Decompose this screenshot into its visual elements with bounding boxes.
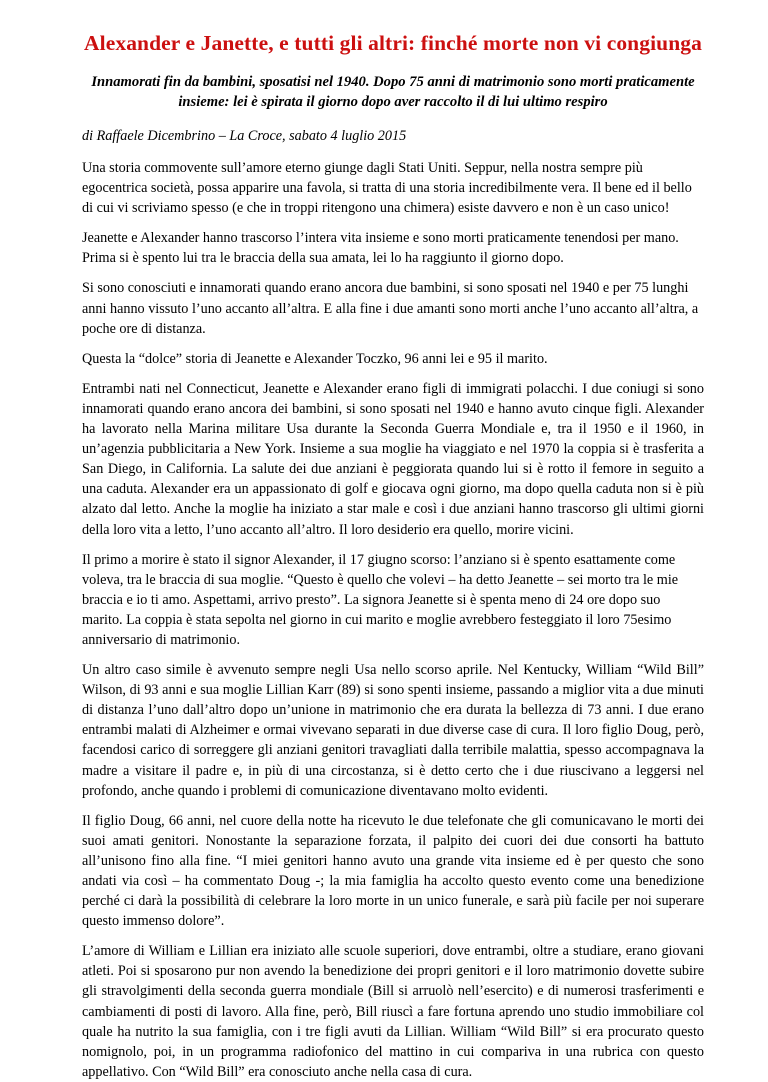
paragraph-1: Una storia commovente sull’amore eterno giunge dagli Stati Uniti. Seppur, nella nostra sempre più egocentrica società, possa apparire una favola, si tratta di una storia incredibilmente vera. Il bene ed il bello di cui vi scriviamo spesso (e che in troppi ritengono una chimera) esiste davvero e non è un caso unico! — [82, 160, 692, 217]
paragraph-8: Il figlio Doug, 66 anni, nel cuore della notte ha ricevuto le due telefonate che gli comunicavano le morti dei suoi amati genitori. Nonostante la separazione forzata, il palpito dei cuori dei due consorti ha battuto all’unisono fino alla fine. “I miei genitori hanno avuto una grande vita insieme ed è per questo che sono andati via così – ha commentato Doug -; la mia famiglia ha accolto questo evento come una benedizione perché ci darà la possibilità di celebrare la loro morte in un unico funerale, e sarà più facile per noi superare questo immenso dolore”. — [82, 812, 704, 930]
article-byline: di Raffaele Dicembrino – La Croce, sabato 4 luglio 2015 — [82, 128, 407, 144]
paragraph-4: Questa la “dolce” storia di Jeanette e Alexander Toczko, 96 anni lei e 95 il marito. — [82, 350, 548, 367]
paragraph-9: L’amore di William e Lillian era iniziato alle scuole superiori, dove entrambi, oltre a studiare, erano giovani atleti. Poi si sposarono pur non avendo la benedizione dei propri genitori e il loro matrimonio dovette subire gli stravolgimenti della seconda guerra mondiale (Bill si arruolò nell’esercito) e di numerosi trasferimenti e cambiamenti di posti di lavoro. Alla fine, però, Bill riuscì a fare fortuna aprendo uno studio immobiliare col quale ha nutrito la sua famiglia, con i tre figli avuti da Lillian. William “Wild Bill” si era procurato questo nomignolo, poi, in un programma radiofonico del mattino in cui compariva in una rubrica con questo appellativo. Con “Wild Bill” era conosciuto anche nella casa di cura. — [82, 943, 704, 1080]
article-subtitle: Innamorati fin da bambini, sposatisi nel 1940. Dopo 75 anni di matrimonio sono morti praticamente insieme: lei è spirata il giorno dopo aver raccolto il di lui ultimo respiro — [91, 74, 695, 110]
article-title: Alexander e Janette, e tutti gli altri: finché morte non vi congiunga — [84, 31, 702, 55]
paragraph-5: Entrambi nati nel Connecticut, Jeanette e Alexander erano figli di immigrati polacchi. I due coniugi si sono innamorati quando erano ancora dei bambini, si sono sposati nel 1940 e hanno avuto cinque figli. Alexander ha lavorato nella Marina militare Usa durante la Seconda Guerra Mondiale e, tra il 1950 e il 1960, in un’agenzia pubblicitaria a New York. Insieme a sua moglie ha viaggiato e nel 1970 la coppia si è trasferita a San Diego, in California. La salute dei due anziani è peggiorata quando lui si è rotto il femore in seguito a una caduta. Alexander era un appassionato di golf e giocava ogni giorno, ma dopo quella caduta non si è più alzato dal letto. Anche la moglie ha iniziato a star male e così i due anziani hanno trascorso gli ultimi giorni della loro vita a letto, l’uno accanto all’altro. Il loro desiderio era quello, morire vicini. — [82, 380, 704, 538]
paragraph-2: Jeanette e Alexander hanno trascorso l’intera vita insieme e sono morti praticamente tenendosi per mano. Prima si è spento lui tra le braccia della sua amata, lei lo ha raggiunto il giorno dopo. — [82, 230, 679, 267]
paragraph-6: Il primo a morire è stato il signor Alexander, il 17 giugno scorso: l’anziano si è spento esattamente come voleva, tra le braccia di sua moglie. “Questo è quello che volevi – ha detto Jeanette – sei morto tra le mie braccia e io ti amo. Aspettami, arrivo presto”. La signora Jeanette si è spenta meno di 24 ore dopo suo marito. La coppia è stata sepolta nel giorno in cui marito e moglie avrebbero festeggiato il loro 75esimo anniversario di matrimonio. — [82, 551, 679, 648]
paragraph-7: Un altro caso simile è avvenuto sempre negli Usa nello scorso aprile. Nel Kentucky, William “Wild Bill” Wilson, di 93 anni e sua moglie Lillian Karr (89) si sono spenti insieme, passando a miglior vita a due minuti di distanza l’uno dall’altro dopo un’unione in matrimonio che era durata la bellezza di 73 anni. I due erano entrambi malati di Alzheimer e ormai vivevano separati in due diverse case di cura. Il loro figlio Doug, però, facendosi carico di sorreggere gli anziani genitori travagliati dalla terribile malattia, spesso accompagnava la madre a visitare il padre e, in più di una circostanza, si è detto certo che i due riuscivano a leggersi nel profondo, anche quando i problemi di comunicazione diventavano molto evidenti. — [82, 662, 704, 799]
paragraph-3: Si sono conosciuti e innamorati quando erano ancora due bambini, si sono sposati nel 1940 e per 75 lunghi anni hanno vissuto l’uno accanto all’altra. E alla fine i due amanti sono morti anche l’uno accanto all’altra, a poche ore di distanza. — [82, 280, 699, 337]
